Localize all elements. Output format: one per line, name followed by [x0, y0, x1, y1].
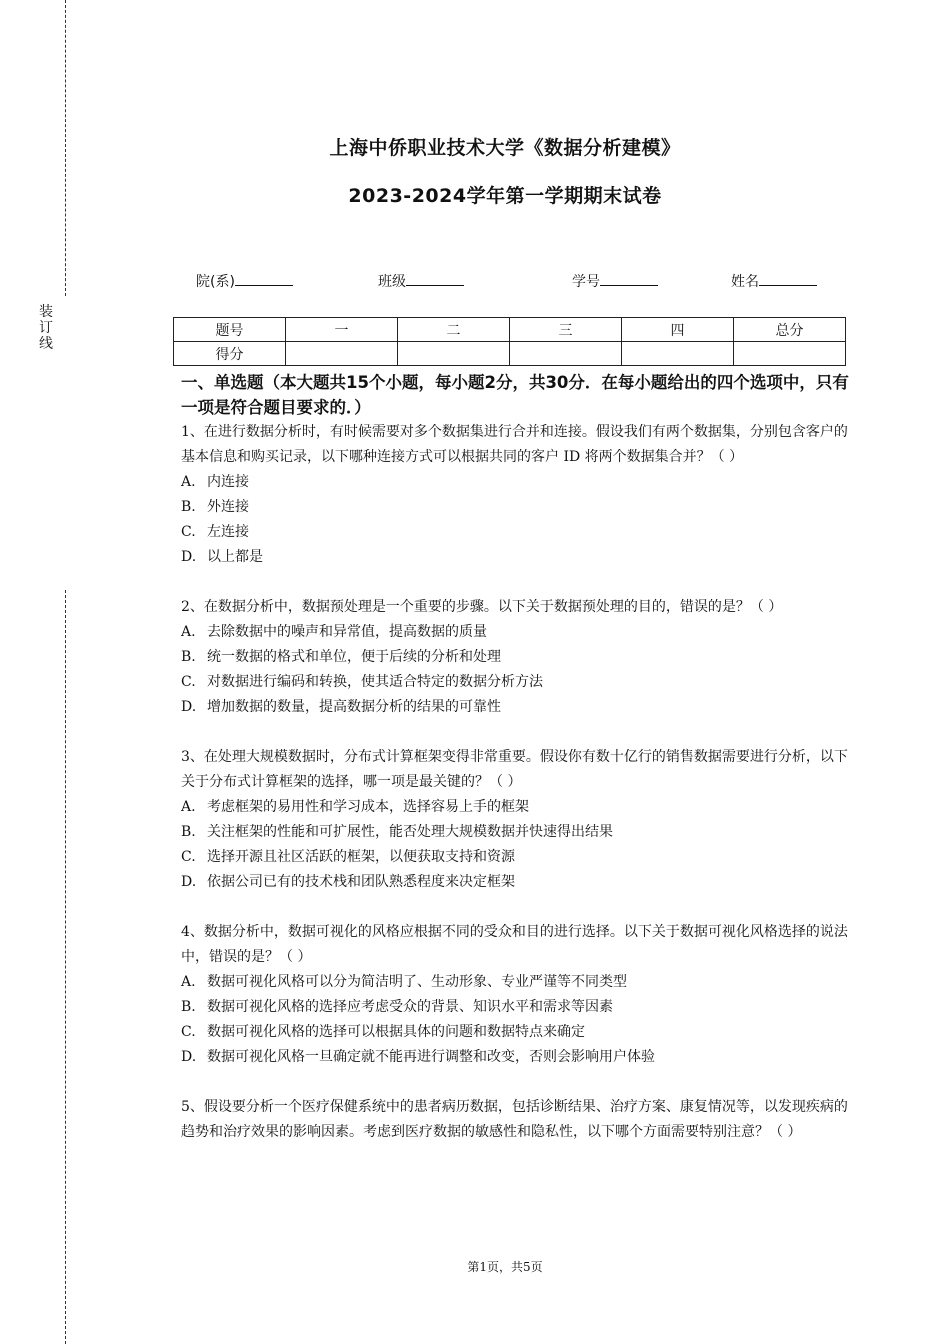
- score-table-score-row: [174, 342, 846, 366]
- class-field[interactable]: [378, 270, 464, 291]
- question-stem: 5、假设要分析一个医疗保健系统中的患者病历数据，包括诊断结果、治疗方案、康复情况等，以发现疾病的趋势和治疗效果的影响因素。考虑到医疗数据的敏感性和隐私性，以下哪个方面需要特别注意？（ ）: [181, 1099, 848, 1140]
- option-text: 增加数据的数量，提高数据分析的结果的可靠性: [207, 699, 501, 715]
- option-letter: C.: [181, 1024, 196, 1040]
- option: [181, 1020, 853, 1045]
- option: [181, 470, 853, 495]
- question: [181, 1095, 853, 1145]
- question: [181, 920, 853, 1070]
- name-label: 姓名: [731, 274, 759, 290]
- binding-char: 订: [39, 320, 53, 336]
- score-table-cell: 四: [622, 318, 734, 342]
- option-text: 左连接: [207, 524, 249, 540]
- score-table-cell: 三: [510, 318, 622, 342]
- binding-line-lower: [65, 590, 66, 1344]
- option: [181, 620, 853, 645]
- option-text: 关注框架的性能和可扩展性，能否处理大规模数据并快速得出结果: [207, 824, 613, 840]
- binding-label: [38, 304, 54, 352]
- score-input-cell[interactable]: [734, 342, 846, 366]
- option: [181, 995, 853, 1020]
- exam-title-line1: 上海中侨职业技术大学《数据分析建模》: [329, 137, 681, 159]
- class-label: 班级: [378, 274, 406, 290]
- option: [181, 695, 853, 720]
- binding-char: 线: [39, 336, 53, 352]
- option-text: 数据可视化风格的选择可以根据具体的问题和数据特点来确定: [207, 1024, 585, 1040]
- binding-char: 装: [39, 304, 53, 320]
- option-letter: D.: [181, 874, 197, 890]
- option: [181, 870, 853, 895]
- option-letter: D.: [181, 549, 197, 565]
- name-field[interactable]: [731, 270, 817, 291]
- score-table-cell: 总分: [734, 318, 846, 342]
- option-text: 数据可视化风格一旦确定就不能再进行调整和改变，否则会影响用户体验: [207, 1049, 655, 1065]
- option-text: 外连接: [207, 499, 249, 515]
- option-letter: A.: [181, 624, 196, 640]
- option-letter: D.: [181, 1049, 197, 1065]
- question-stem: 2、在数据分析中，数据预处理是一个重要的步骤。以下关于数据预处理的目的，错误的是？（ ）: [181, 599, 783, 615]
- question-stem: 4、数据分析中，数据可视化的风格应根据不同的受众和目的进行选择。以下关于数据可视化风格选择的说法中，错误的是？（ ）: [181, 924, 848, 965]
- department-label: 院(系): [196, 274, 235, 290]
- score-table-cell: 题号: [174, 318, 286, 342]
- option: [181, 820, 853, 845]
- option-text: 考虑框架的易用性和学习成本，选择容易上手的框架: [207, 799, 529, 815]
- option-text: 数据可视化风格的选择应考虑受众的背景、知识水平和需求等因素: [207, 999, 613, 1015]
- score-input-cell[interactable]: [286, 342, 398, 366]
- option-text: 以上都是: [207, 549, 263, 565]
- score-row-label: 得分: [174, 342, 286, 366]
- option-letter: A.: [181, 799, 196, 815]
- option-text: 去除数据中的噪声和异常值，提高数据的质量: [207, 624, 487, 640]
- option: [181, 670, 853, 695]
- class-blank[interactable]: [406, 270, 464, 286]
- option-letter: A.: [181, 474, 196, 490]
- option-letter: B.: [181, 499, 196, 515]
- option-letter: C.: [181, 524, 196, 540]
- student-id-field[interactable]: [572, 270, 658, 291]
- score-input-cell[interactable]: [510, 342, 622, 366]
- student-info-row: [0, 270, 950, 292]
- exam-title-line2: 2023-2024学年第一学期期末试卷: [348, 185, 662, 207]
- option-letter: D.: [181, 699, 197, 715]
- option: [181, 645, 853, 670]
- option: [181, 795, 853, 820]
- question: [181, 420, 853, 570]
- score-table-cell: 二: [398, 318, 510, 342]
- option-letter: C.: [181, 849, 196, 865]
- option-text: 内连接: [207, 474, 249, 490]
- department-field[interactable]: [196, 270, 293, 291]
- option-letter: B.: [181, 649, 196, 665]
- section-heading: 一、单选题（本大题共15个小题，每小题2分，共30分．在每小题给出的四个选项中，只有一项是符合题目要求的．）: [181, 373, 849, 417]
- option: [181, 845, 853, 870]
- student-id-label: 学号: [572, 274, 600, 290]
- score-table-cell: 一: [286, 318, 398, 342]
- option-text: 统一数据的格式和单位，便于后续的分析和处理: [207, 649, 501, 665]
- question: [181, 595, 853, 720]
- option-letter: B.: [181, 999, 196, 1015]
- questions-list: [181, 420, 853, 1170]
- score-table: [173, 317, 846, 366]
- question-stem: 3、在处理大规模数据时，分布式计算框架变得非常重要。假设你有数十亿行的销售数据需要进行分析，以下关于分布式计算框架的选择，哪一项是最关键的？（ ）: [181, 749, 848, 790]
- option-letter: C.: [181, 674, 196, 690]
- option: [181, 495, 853, 520]
- option: [181, 1045, 853, 1070]
- question-stem: 1、在进行数据分析时，有时候需要对多个数据集进行合并和连接。假设我们有两个数据集，分别包含客户的基本信息和购买记录，以下哪种连接方式可以根据共同的客户 ID 将两个数据集合并？（ ）: [181, 424, 848, 465]
- option-letter: B.: [181, 824, 196, 840]
- score-table-header-row: [174, 318, 846, 342]
- score-input-cell[interactable]: [398, 342, 510, 366]
- name-blank[interactable]: [759, 270, 817, 286]
- score-input-cell[interactable]: [622, 342, 734, 366]
- option-text: 选择开源且社区活跃的框架，以便获取支持和资源: [207, 849, 515, 865]
- option-text: 对数据进行编码和转换，使其适合特定的数据分析方法: [207, 674, 543, 690]
- option-text: 数据可视化风格可以分为简洁明了、生动形象、专业严谨等不同类型: [207, 974, 627, 990]
- department-blank[interactable]: [235, 270, 293, 286]
- option-text: 依据公司已有的技术栈和团队熟悉程度来决定框架: [207, 874, 515, 890]
- option: [181, 520, 853, 545]
- option: [181, 970, 853, 995]
- student-id-blank[interactable]: [600, 270, 658, 286]
- page-footer: 第1页，共5页: [467, 1260, 543, 1274]
- question: [181, 745, 853, 895]
- option: [181, 545, 853, 570]
- option-letter: A.: [181, 974, 196, 990]
